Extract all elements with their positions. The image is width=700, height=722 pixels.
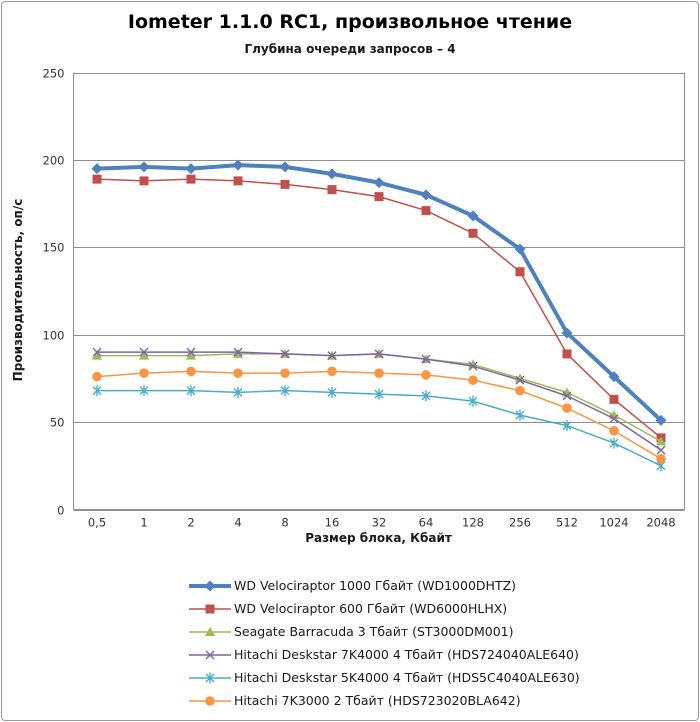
circle-marker <box>562 403 572 413</box>
legend-item <box>188 620 580 643</box>
legend-label: WD Velociraptor 600 Гбайт (WD6000HLHX) <box>234 601 508 616</box>
circle-marker <box>374 368 384 378</box>
series-line <box>97 371 661 458</box>
square-marker <box>140 176 149 185</box>
legend-key <box>188 693 232 709</box>
diamond-marker <box>327 168 338 179</box>
diamond-marker <box>233 160 244 171</box>
legend-item <box>188 666 580 689</box>
series-line <box>97 165 661 420</box>
square-marker <box>469 229 478 238</box>
legend-item <box>188 574 580 597</box>
x-marker <box>657 446 665 454</box>
legend-label: Hitachi 7K3000 2 Тбайт (HDS723020BLA642) <box>234 693 521 708</box>
x-tick-label: 32 <box>371 515 387 530</box>
legend-label: Hitachi Deskstar 7K4000 4 Тбайт (HDS724040ALE640) <box>234 647 579 662</box>
x-tick-label: 1 <box>140 515 148 530</box>
x-tick-label: 8 <box>281 515 289 530</box>
legend-item <box>188 643 580 666</box>
series-line <box>97 352 661 450</box>
chart-subtitle: Глубина очереди запросов – 4 <box>244 42 456 56</box>
x-tick-label: 0,5 <box>87 515 107 530</box>
series-line <box>97 391 661 466</box>
legend-label: Seagate Barracuda 3 Тбайт (ST3000DM001) <box>234 624 514 639</box>
circle-marker <box>233 368 243 378</box>
diamond-marker <box>280 161 291 172</box>
square-marker <box>375 192 384 201</box>
y-tick-label: 50 <box>49 415 65 430</box>
legend-item <box>188 689 580 712</box>
legend-label: Hitachi Deskstar 5K4000 4 Тбайт (HDS5C4040ALE630) <box>234 670 580 685</box>
circle-marker <box>656 454 666 464</box>
asterisk-marker <box>610 438 618 449</box>
circle-marker <box>609 426 619 436</box>
chart-frame <box>1 1 699 721</box>
circle-marker <box>205 696 215 706</box>
legend <box>188 574 580 712</box>
circle-marker <box>139 368 149 378</box>
x-tick-label: 128 <box>462 515 484 530</box>
diamond-marker <box>92 163 103 174</box>
legend-key <box>188 624 232 640</box>
legend-item <box>188 597 580 620</box>
circle-marker <box>327 367 337 377</box>
x-tick-label: 512 <box>556 515 578 530</box>
y-tick-label: 0 <box>57 503 65 518</box>
legend-key <box>188 670 232 686</box>
circle-marker <box>468 375 478 385</box>
legend-key <box>188 578 232 594</box>
square-marker <box>206 604 215 613</box>
square-marker <box>93 175 102 184</box>
circle-marker <box>280 368 290 378</box>
diamond-marker <box>139 161 150 172</box>
square-marker <box>187 175 196 184</box>
square-marker <box>328 185 337 194</box>
diamond-marker <box>205 580 216 591</box>
x-tick-label: 4 <box>234 515 242 530</box>
x-tick-label: 2 <box>187 515 195 530</box>
x-tick-label: 64 <box>418 515 434 530</box>
x-tick-label: 1024 <box>599 515 629 530</box>
x-axis-title: Размер блока, Кбайт <box>305 531 452 545</box>
diamond-marker <box>186 163 197 174</box>
circle-marker <box>421 370 431 380</box>
square-marker <box>422 206 431 215</box>
legend-label: WD Velociraptor 1000 Гбайт (WD1000DHTZ) <box>234 578 517 593</box>
square-marker <box>281 180 290 189</box>
square-marker <box>610 395 619 404</box>
y-tick-label: 200 <box>42 153 65 168</box>
x-tick-label: 256 <box>509 515 531 530</box>
square-marker <box>234 176 243 185</box>
legend-key <box>188 647 232 663</box>
y-tick-label: 250 <box>42 66 65 81</box>
y-tick-label: 100 <box>42 328 65 343</box>
square-marker <box>563 349 572 358</box>
square-marker <box>516 267 525 276</box>
chart-title: Iometer 1.1.0 RC1, произвольное чтение <box>127 11 573 33</box>
circle-marker <box>186 367 196 377</box>
plot-area <box>2 2 698 562</box>
circle-marker <box>515 386 525 396</box>
circle-marker <box>92 372 102 382</box>
x-tick-label: 2048 <box>646 515 676 530</box>
legend-key <box>188 601 232 617</box>
diamond-marker <box>374 177 385 188</box>
y-axis-title: Производительность, оп/с <box>11 198 25 382</box>
y-tick-label: 150 <box>42 240 65 255</box>
x-tick-label: 16 <box>324 515 340 530</box>
